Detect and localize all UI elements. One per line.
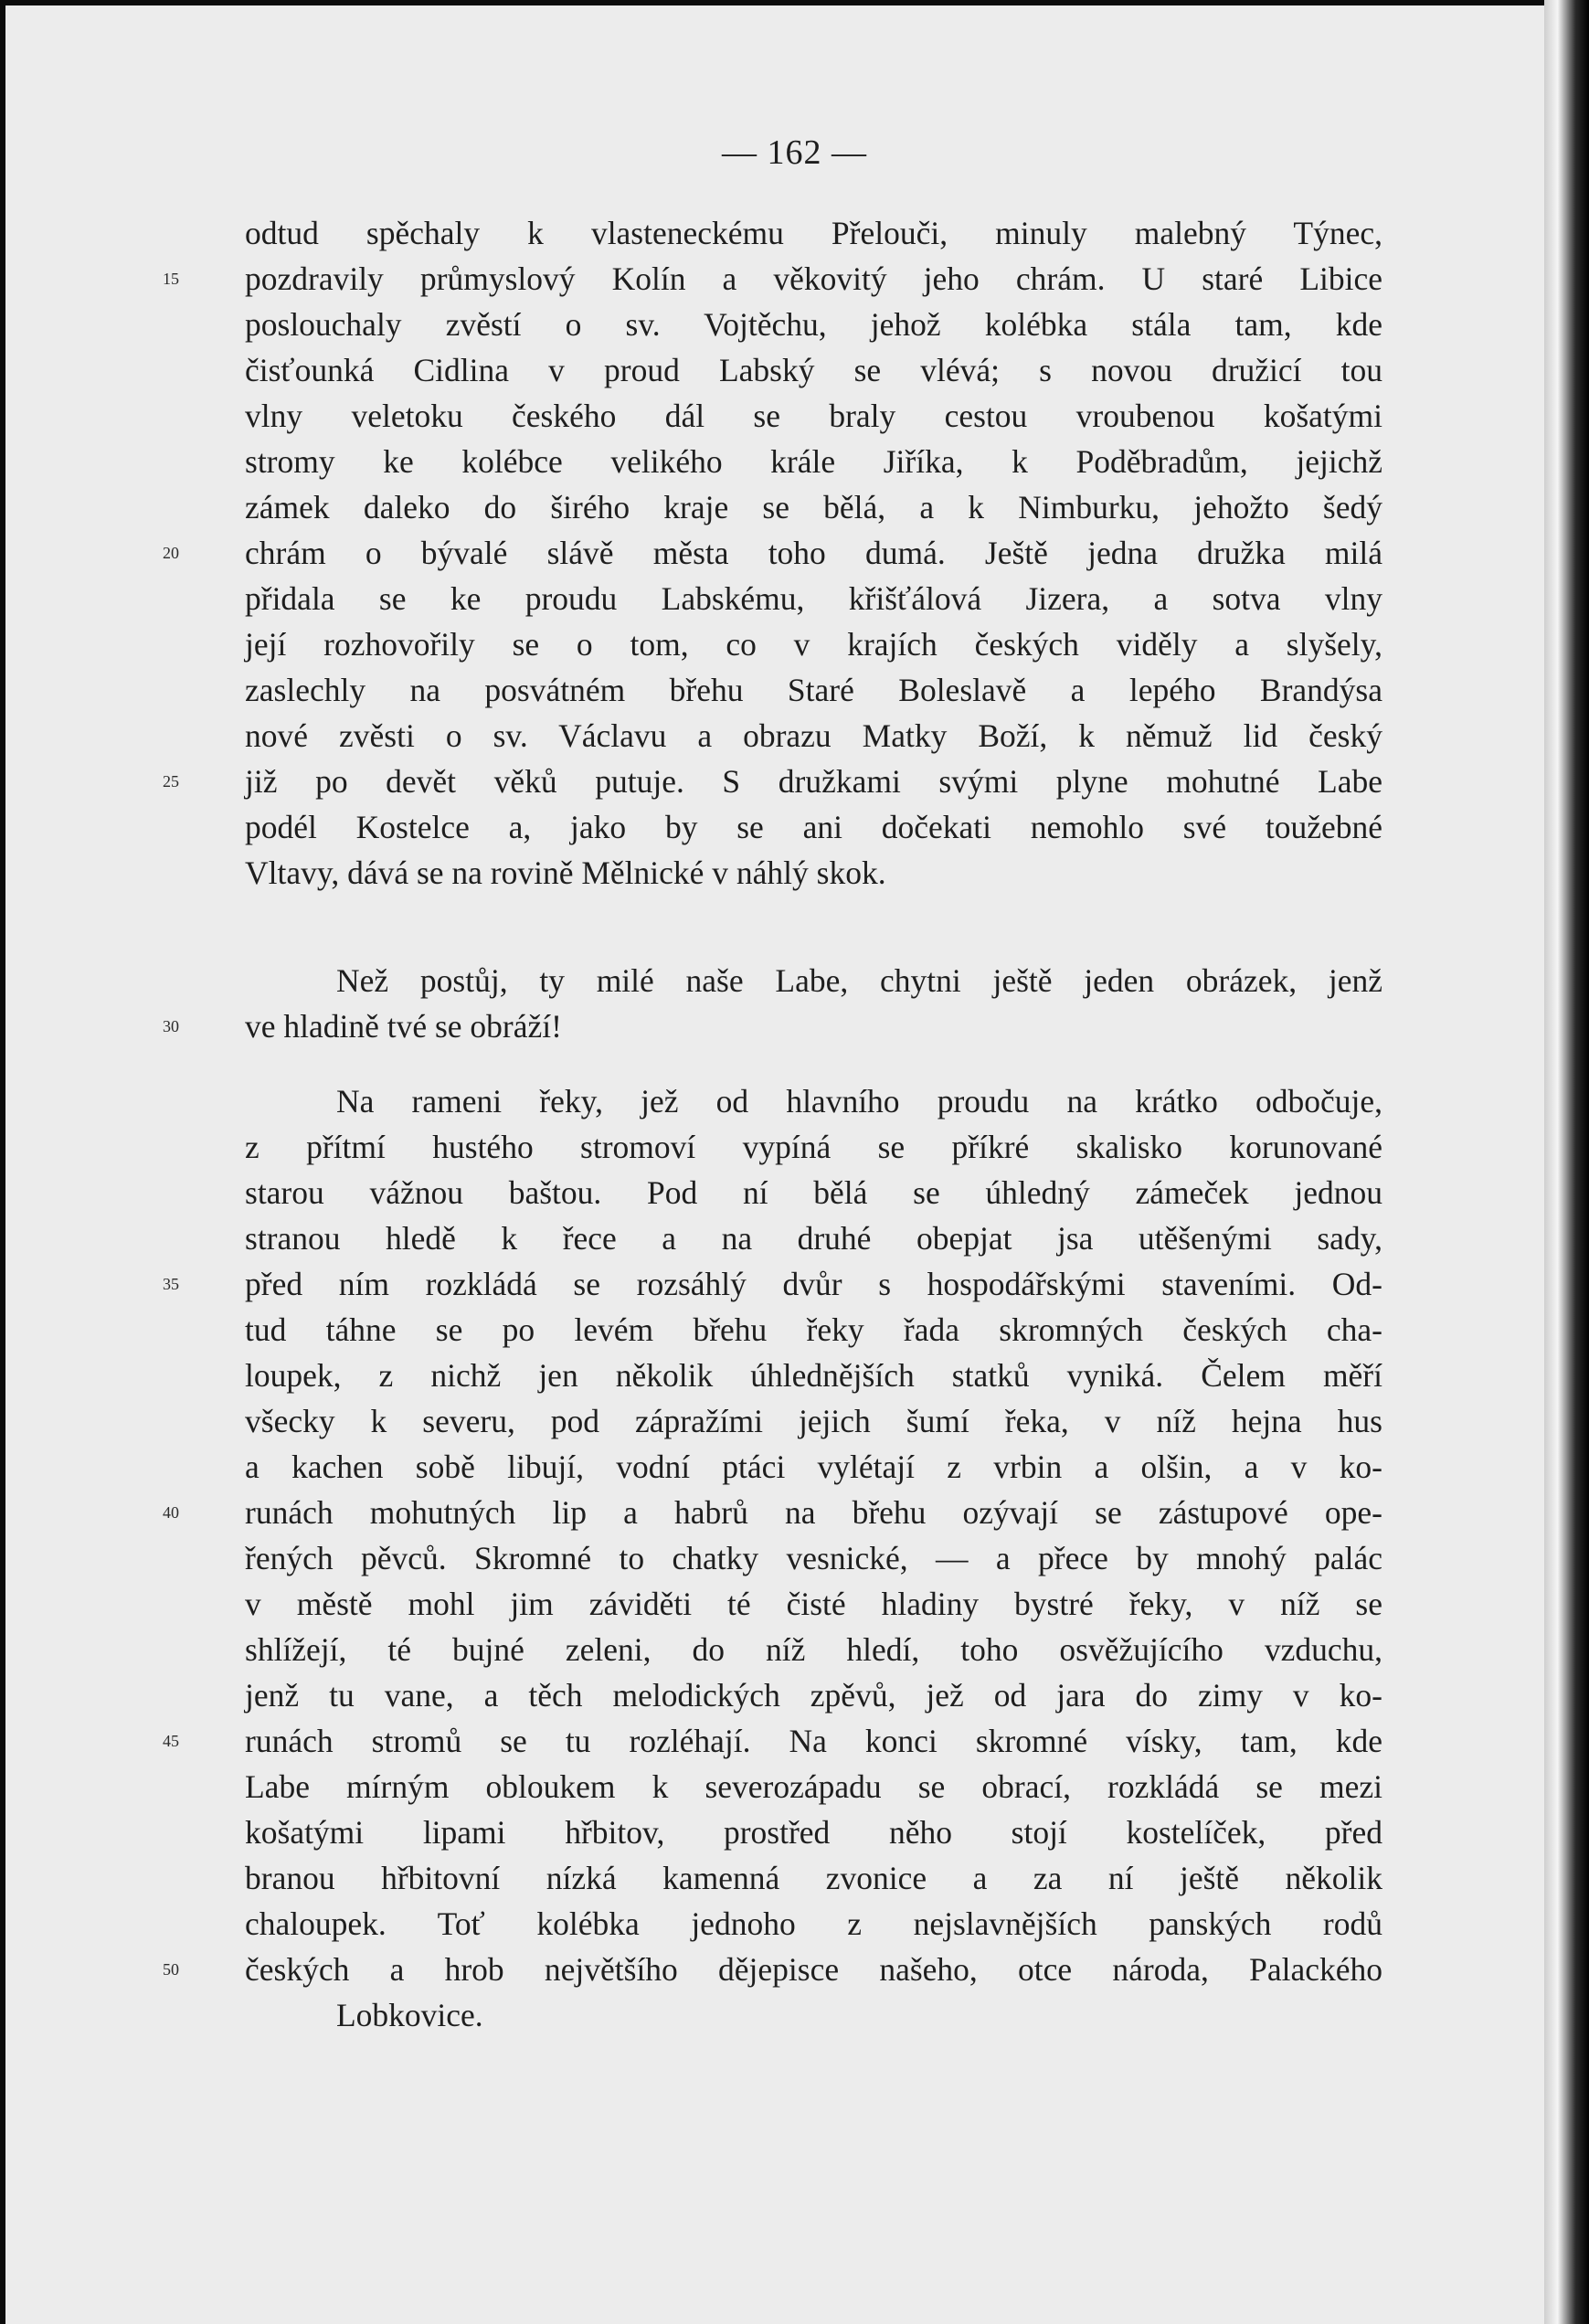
text-line: poslouchaly zvěstí o sv. Vojtěchu, jehož kolébka stála tam, kde [245,306,1382,343]
margin-line-number: 15 [163,270,179,288]
text-line: před ním rozkládá se rozsáhlý dvůr s hospodářskými staveními. Od- [245,1266,1382,1302]
text-line: Na rameni řeky, jež od hlavního proudu na krátko odbočuje, [336,1083,1382,1120]
text-line: chrám o bývalé slávě města toho dumá. Ještě jedna družka milá [245,535,1382,571]
text-line: runách stromů se tu rozléhají. Na konci skromné vísky, tam, kde [245,1723,1382,1759]
text-line: již po devět věků putuje. S družkami svými plyne mohutné Labe [245,763,1382,800]
text-line: ve hladině tvé se obráží! [245,1008,562,1045]
text-line: všecky k severu, pod zápražími jejich šumí řeka, v níž hejna hus [245,1403,1382,1439]
text-line: Než postůj, ty milé naše Labe, chytni ještě jeden obrázek, jenž [336,962,1382,999]
margin-line-number: 45 [163,1732,179,1750]
text-line: její rozhovořily se o tom, co v krajích českých viděly a slyšely, [245,626,1382,663]
text-line: košatými lipami hřbitov, prostřed něho stojí kostelíček, před [245,1814,1382,1851]
text-line: pozdravily průmyslový Kolín a věkovitý jeho chrám. U staré Libice [245,260,1382,297]
text-line: nové zvěsti o sv. Václavu a obrazu Matky Boží, k němuž lid český [245,717,1382,754]
text-line: a kachen sobě libují, vodní ptáci vylétají z vrbin a olšin, a v ko- [245,1449,1382,1485]
text-line: přidala se ke proudu Labskému, křišťálová Jizera, a sotva vlny [245,580,1382,617]
text-line: zámek daleko do širého kraje se bělá, a k Nimburku, jehožto šedý [245,489,1382,525]
text-line: runách mohutných lip a habrů na břehu ozývají se zástupové ope- [245,1494,1382,1531]
margin-line-number: 50 [163,1960,179,1979]
text-line: loupek, z nichž jen několik úhlednějších statků vyniká. Čelem měří [245,1357,1382,1394]
text-line: stromy ke kolébce velikého krále Jiříka, k Poděbradům, jejichž [245,443,1382,480]
text-line: odtud spěchaly k vlasteneckému Přelouči, minuly malebný Týnec, [245,215,1382,251]
margin-line-number: 25 [163,772,179,791]
paragraph-2 [245,958,1382,1049]
text-line: z přítmí hustého stromoví vypíná se příkré skalisko korunované [245,1129,1382,1165]
text-line: jenž tu vane, a těch melodických zpěvů, jež od jara do zimy v ko- [245,1677,1382,1714]
text-line: Labe mírným obloukem k severozápadu se obrací, rozkládá se mezi [245,1768,1382,1805]
text-line: vlny veletoku českého dál se braly cestou vroubenou košatými [245,398,1382,434]
paragraph-3 [245,1078,1382,2038]
margin-line-number: 20 [163,544,179,562]
text-line: chaloupek. Toť kolébka jednoho z nejslavnějších panských rodů [245,1905,1382,1942]
text-line: českých a hrob největšího dějepisce našeho, otce národa, Palackého [245,1951,1382,1988]
paragraph-1 [245,210,1382,896]
text-line: shlížejí, té bujné zeleni, do níž hledí, toho osvěžujícího vzduchu, [245,1631,1382,1668]
text-line: řených pěvců. Skromné to chatky vesnické, — a přece by mnohý palác [245,1540,1382,1576]
text-line: Vltavy, dává se na rovině Mělnické v náhlý skok. [245,854,886,891]
text-line: zaslechly na posvátném břehu Staré Boleslavě a lepého Brandýsa [245,672,1382,708]
text-line: starou vážnou baštou. Pod ní bělá se úhledný zámeček jednou [245,1174,1382,1211]
margin-line-number: 40 [163,1503,179,1522]
margin-line-number: 35 [163,1275,179,1293]
text-line: stranou hledě k řece a na druhé obepjat jsa utěšenými sady, [245,1220,1382,1257]
page-number: — 162 — [722,133,867,172]
text-line: v městě mohl jim záviděti té čisté hladiny bystré řeky, v níž se [245,1586,1382,1622]
text-line: podél Kostelce a, jako by se ani dočekati nemohlo své toužebné [245,809,1382,845]
page-edge-shadow [1544,0,1589,2324]
text-line: tud táhne se po levém břehu řeky řada skromných českých cha- [245,1311,1382,1348]
text-line: Lobkovice. [336,1997,483,2033]
text-line: čisťounká Cidlina v proud Labský se vlévá; s novou družicí tou [245,352,1382,388]
margin-line-number: 30 [163,1017,179,1035]
text-line: branou hřbitovní nízká kamenná zvonice a za ní ještě několik [245,1860,1382,1896]
